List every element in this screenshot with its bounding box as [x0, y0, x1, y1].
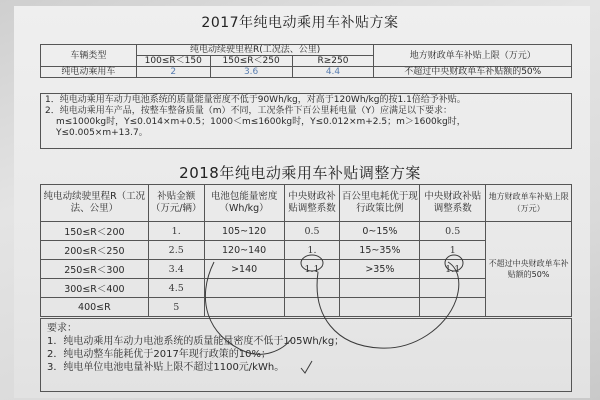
- value-range-2: 3.6: [210, 67, 292, 78]
- cell-ratio: >35%: [340, 260, 420, 279]
- cell-density: 120~140: [204, 241, 284, 260]
- local-limit-value: 不超过中央财政单车补贴额的50%: [374, 67, 572, 78]
- value-range-1: 2: [136, 67, 210, 78]
- cell-coef-1: [284, 279, 340, 298]
- cell-coef-2: 1: [420, 241, 486, 260]
- cell-amount: 3.4: [148, 260, 204, 279]
- table-2017: [40, 44, 572, 78]
- header-range-3: R≥250: [292, 56, 374, 67]
- cell-ratio: 15~35%: [340, 241, 420, 260]
- cell-coef-2: 0.5: [420, 222, 486, 241]
- cell-ratio: [340, 279, 420, 298]
- header-range-1: 100≤R＜150: [136, 56, 210, 67]
- requirements-box: [40, 318, 572, 392]
- cell-range: 250≤R＜300: [41, 260, 149, 279]
- cell-density: 105~120: [204, 222, 284, 241]
- cell-coef-1: 1.1: [284, 260, 340, 279]
- row-label: 纯电动乘用车: [41, 67, 137, 78]
- cell-coef-2: [420, 298, 486, 317]
- note-line: 1．纯电动乘用车动力电池系统的质量能量密度不低于90Wh/kg，对高于120Wh/kg的按1.1倍给予补贴。: [45, 95, 466, 105]
- header-range-group: 纯电动续驶里程R(工况法、公里): [136, 45, 374, 56]
- cell-ratio: [340, 298, 420, 317]
- cell-amount: 5: [148, 298, 204, 317]
- cell-range: 300≤R＜400: [41, 279, 149, 298]
- requirement-item: 2．纯电动整车能耗优于2017年现行政策的10%；: [47, 349, 272, 360]
- title-2018: 2018年纯电动乘用车补贴调整方案: [179, 164, 421, 182]
- cell-coef-1: 0.5: [284, 222, 340, 241]
- cell-range: 400≤R: [41, 298, 149, 317]
- cell-coef-2: [420, 279, 486, 298]
- value-range-3: 4.4: [292, 67, 374, 78]
- cell-coef-2: 1.1: [420, 260, 486, 279]
- header-ratio: 百公里电耗优于现行政策比例: [340, 185, 420, 222]
- cell-density: >140: [204, 260, 284, 279]
- note-line: Y≤0.005×m+13.7。: [56, 128, 148, 138]
- header-density: 电池包能量密度（Wh/kg）: [204, 185, 284, 222]
- cell-range: 200≤R＜250: [41, 241, 149, 260]
- requirements-heading: 要求：: [47, 323, 77, 334]
- header-amount: 补贴金额（万元/辆）: [148, 185, 204, 222]
- table-row: [41, 222, 572, 241]
- requirement-item: 1．纯电动乘用车动力电池系统的质量能量密度不低于105Wh/kg；: [47, 336, 345, 347]
- header-range: 纯电动续驶里程R（工况法、公里）: [41, 185, 149, 222]
- cell-amount: 4.5: [148, 279, 204, 298]
- local-limit-value: 不超过中央财政单车补贴额的50%: [486, 222, 572, 317]
- cell-amount: 2.5: [148, 241, 204, 260]
- requirement-item: 3．纯电单位电池电量补贴上限不超过1100元/kWh。: [47, 362, 285, 373]
- cell-ratio: 0~15%: [340, 222, 420, 241]
- title-2017: 2017年纯电动乘用车补贴方案: [201, 15, 399, 31]
- header-coef-2: 中央财政补贴调整系数: [420, 185, 486, 222]
- note-line: m≤1000kg时，Y≤0.014×m+0.5；1000＜m≤1600kg时，Y≤0.012×m+2.5；m＞1600kg时，: [56, 117, 466, 127]
- cell-density: [204, 298, 284, 317]
- note-line: 2．纯电动乘用车产品，按整车整备质量（m）不同，工况条件下百公里耗电量（Y）应满足以下要求：: [45, 106, 452, 116]
- notes-2017: [40, 93, 572, 149]
- header-local-limit: 地方财政单车补贴上限（万元）: [374, 45, 572, 67]
- header-vehicle-type: 车辆类型: [41, 45, 137, 67]
- cell-amount: 1.: [148, 222, 204, 241]
- cell-coef-1: [284, 298, 340, 317]
- table-2018: [40, 184, 572, 317]
- cell-range: 150≤R＜200: [41, 222, 149, 241]
- cell-density: [204, 279, 284, 298]
- header-coef-1: 中央财政补贴调整系数: [284, 185, 340, 222]
- header-range-2: 150≤R＜250: [210, 56, 292, 67]
- cell-coef-1: 1.: [284, 241, 340, 260]
- header-local-limit: 地方财政单车补贴上限（万元）: [486, 185, 572, 222]
